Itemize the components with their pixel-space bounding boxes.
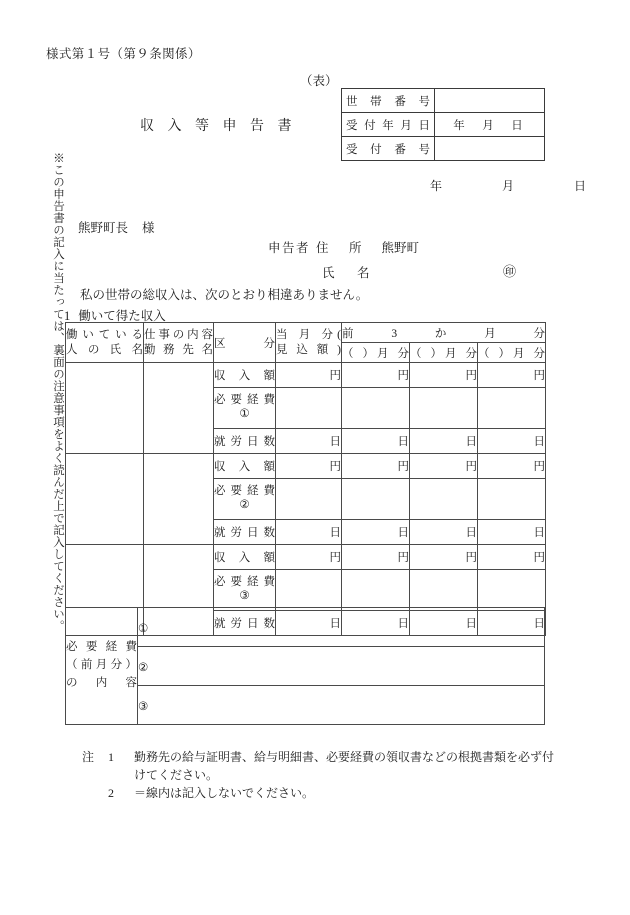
expense-detail-marker-1: ① xyxy=(138,623,149,635)
front-side-mark: （表） xyxy=(300,74,338,88)
workdays-prev3-1[interactable]: 日 xyxy=(478,429,546,454)
note-tag: 注 xyxy=(82,750,95,764)
note-item-1 xyxy=(82,748,554,766)
workdays-prev1-3[interactable]: 日 xyxy=(342,611,410,636)
receipt-number-field[interactable] xyxy=(435,137,545,161)
table-row xyxy=(66,363,546,388)
workdays-prev2-3[interactable]: 日 xyxy=(410,611,478,636)
header-job-content-line2: 勤 務 先 名 xyxy=(144,343,213,356)
header-worker-name xyxy=(66,323,144,363)
household-number-label: 世帯番号 xyxy=(342,89,435,113)
note-text-1-cont: けてください。 xyxy=(134,768,219,782)
expense-marker-1: ① xyxy=(239,408,250,420)
expense-label-3: 必 要 経 費 xyxy=(214,576,275,589)
header-prev-month-3: （ ）月 分 xyxy=(478,343,546,363)
expense-prev3-1[interactable] xyxy=(478,388,546,429)
expense-label-2: 必 要 経 費 xyxy=(214,485,275,498)
expense-detail-row-2[interactable] xyxy=(138,647,545,686)
table-header-row xyxy=(66,323,546,343)
workdays-prev3-3[interactable]: 日 xyxy=(478,611,546,636)
row-label-income-2: 収 入 額 xyxy=(214,454,276,479)
expense-detail-table xyxy=(65,607,545,725)
job-content-field-1[interactable] xyxy=(144,363,214,454)
expense-detail-row-1[interactable] xyxy=(138,608,545,647)
receipt-date-field[interactable]: 年 月 日 xyxy=(435,113,545,137)
income-prev3-2[interactable]: 円 xyxy=(478,454,546,479)
table-row xyxy=(342,137,545,161)
applicant-address-row xyxy=(268,238,419,256)
expense-label-1: 必 要 経 費 xyxy=(214,394,275,407)
worker-name-field-2[interactable] xyxy=(66,454,144,545)
income-prev3-1[interactable]: 円 xyxy=(478,363,546,388)
income-prev1-1[interactable]: 円 xyxy=(342,363,410,388)
note-item-2 xyxy=(82,784,554,802)
header-current-month-line1: 当 月 分( xyxy=(276,329,341,342)
side-instruction-note: ※この申告書の記入に当たっては、裏面の注意事項をよく読んだ上で記入してください。 xyxy=(52,152,64,632)
row-label-expense-1 xyxy=(214,388,276,429)
income-prev2-3[interactable]: 円 xyxy=(410,545,478,570)
table-row xyxy=(66,608,545,647)
worker-name-field-1[interactable] xyxy=(66,363,144,454)
workdays-current-1[interactable]: 日 xyxy=(276,429,342,454)
header-worker-name-line2: 人 の 氏 名 xyxy=(66,343,143,356)
seal-icon: ㊞ xyxy=(503,264,517,279)
note-tag-spacer xyxy=(82,784,108,802)
table-row xyxy=(66,545,546,570)
row-label-workdays-1: 就 労 日 数 xyxy=(214,429,276,454)
section-title: 働いて得た収入 xyxy=(78,309,166,323)
header-category: 区 分 xyxy=(214,323,276,363)
document-title: 収 入 等 申 告 書 xyxy=(140,119,297,134)
expense-detail-label-line3: の 内 容 xyxy=(66,676,137,689)
note-text-2: ＝線内は記入しないでください。 xyxy=(134,786,315,800)
workdays-prev1-1[interactable]: 日 xyxy=(342,429,410,454)
expense-current-3[interactable] xyxy=(276,570,342,611)
expense-current-2[interactable] xyxy=(276,479,342,520)
income-current-2[interactable]: 円 xyxy=(276,454,342,479)
form-number: 様式第１号（第９条関係） xyxy=(46,47,201,61)
note-number-1: 1 xyxy=(108,750,114,764)
income-prev1-2[interactable]: 円 xyxy=(342,454,410,479)
row-label-workdays-2: 就 労 日 数 xyxy=(214,520,276,545)
expense-marker-2: ② xyxy=(239,499,250,511)
workdays-prev3-2[interactable]: 日 xyxy=(478,520,546,545)
workdays-prev2-1[interactable]: 日 xyxy=(410,429,478,454)
table-row xyxy=(66,686,545,725)
row-label-expense-3 xyxy=(214,570,276,611)
expense-prev2-2[interactable] xyxy=(410,479,478,520)
expense-current-1[interactable] xyxy=(276,388,342,429)
row-label-expense-2 xyxy=(214,479,276,520)
expense-detail-label-line2: （前月分） xyxy=(66,659,137,672)
receipt-box xyxy=(341,88,545,161)
workdays-current-2[interactable]: 日 xyxy=(276,520,342,545)
job-content-field-2[interactable] xyxy=(144,454,214,545)
expense-detail-label-line1: 必要経費 xyxy=(66,641,137,654)
header-current-month-line2: 見 込 額 ) xyxy=(276,343,341,356)
expense-prev1-2[interactable] xyxy=(342,479,410,520)
expense-detail-marker-3: ③ xyxy=(138,701,149,713)
receipt-date-label: 受付年月日 xyxy=(342,113,435,137)
receipt-number-label: 受付番号 xyxy=(342,137,435,161)
workdays-prev1-2[interactable]: 日 xyxy=(342,520,410,545)
addressee xyxy=(78,218,155,236)
applicant-address-value[interactable]: 熊野町 xyxy=(381,241,420,255)
household-number-field[interactable] xyxy=(435,89,545,113)
income-prev2-1[interactable]: 円 xyxy=(410,363,478,388)
expense-detail-row-3[interactable] xyxy=(138,686,545,725)
header-current-month xyxy=(276,323,342,363)
header-prev-month-1: （ ）月 分 xyxy=(342,343,410,363)
expense-detail-label xyxy=(66,608,138,725)
income-current-3[interactable]: 円 xyxy=(276,545,342,570)
section-number: 1 xyxy=(64,309,71,323)
row-label-income-3: 収 入 額 xyxy=(214,545,276,570)
expense-prev2-3[interactable] xyxy=(410,570,478,611)
header-job-content-line1: 仕事の内容 xyxy=(144,329,213,342)
header-worker-name-line1: 働いている xyxy=(66,329,143,342)
workdays-prev2-2[interactable]: 日 xyxy=(410,520,478,545)
header-job-content xyxy=(144,323,214,363)
row-label-income-1: 収 入 額 xyxy=(214,363,276,388)
applicant-address-label: 住 所 xyxy=(316,241,366,255)
income-current-1[interactable]: 円 xyxy=(276,363,342,388)
addressee-honorific: 様 xyxy=(142,221,155,235)
workdays-current-3[interactable]: 日 xyxy=(276,611,342,636)
note-number-2: 2 xyxy=(108,786,114,800)
income-prev3-3[interactable]: 円 xyxy=(478,545,546,570)
submission-date-line[interactable]: 年 月 日 xyxy=(430,179,599,193)
expense-marker-3: ③ xyxy=(239,590,250,602)
header-previous-three-months: 前 3 か 月 分 xyxy=(342,323,546,343)
table-row xyxy=(342,89,545,113)
header-prev-month-2: （ ）月 分 xyxy=(410,343,478,363)
table-row xyxy=(66,454,546,479)
note-text-1: 勤務先の給与証明書、給与明細書、必要経費の領収書などの根拠書類を必ず付 xyxy=(134,750,555,764)
expense-prev3-3[interactable] xyxy=(478,570,546,611)
income-prev2-2[interactable]: 円 xyxy=(410,454,478,479)
applicant-role-label: 申告者 xyxy=(268,241,311,255)
table-row xyxy=(66,647,545,686)
expense-prev3-2[interactable] xyxy=(478,479,546,520)
income-prev1-3[interactable]: 円 xyxy=(342,545,410,570)
income-table xyxy=(65,322,546,636)
expense-detail-marker-2: ② xyxy=(138,662,149,674)
addressee-office: 熊野町長 xyxy=(78,221,129,235)
expense-prev2-1[interactable] xyxy=(410,388,478,429)
table-row xyxy=(342,113,545,137)
declaration-statement: 私の世帯の総収入は、次のとおり相違ありません。 xyxy=(80,288,369,302)
applicant-name-label: 氏 名 xyxy=(322,266,375,280)
row-label-workdays-3: 就 労 日 数 xyxy=(214,611,276,636)
footer-notes xyxy=(82,748,554,802)
expense-prev1-3[interactable] xyxy=(342,570,410,611)
expense-prev1-1[interactable] xyxy=(342,388,410,429)
